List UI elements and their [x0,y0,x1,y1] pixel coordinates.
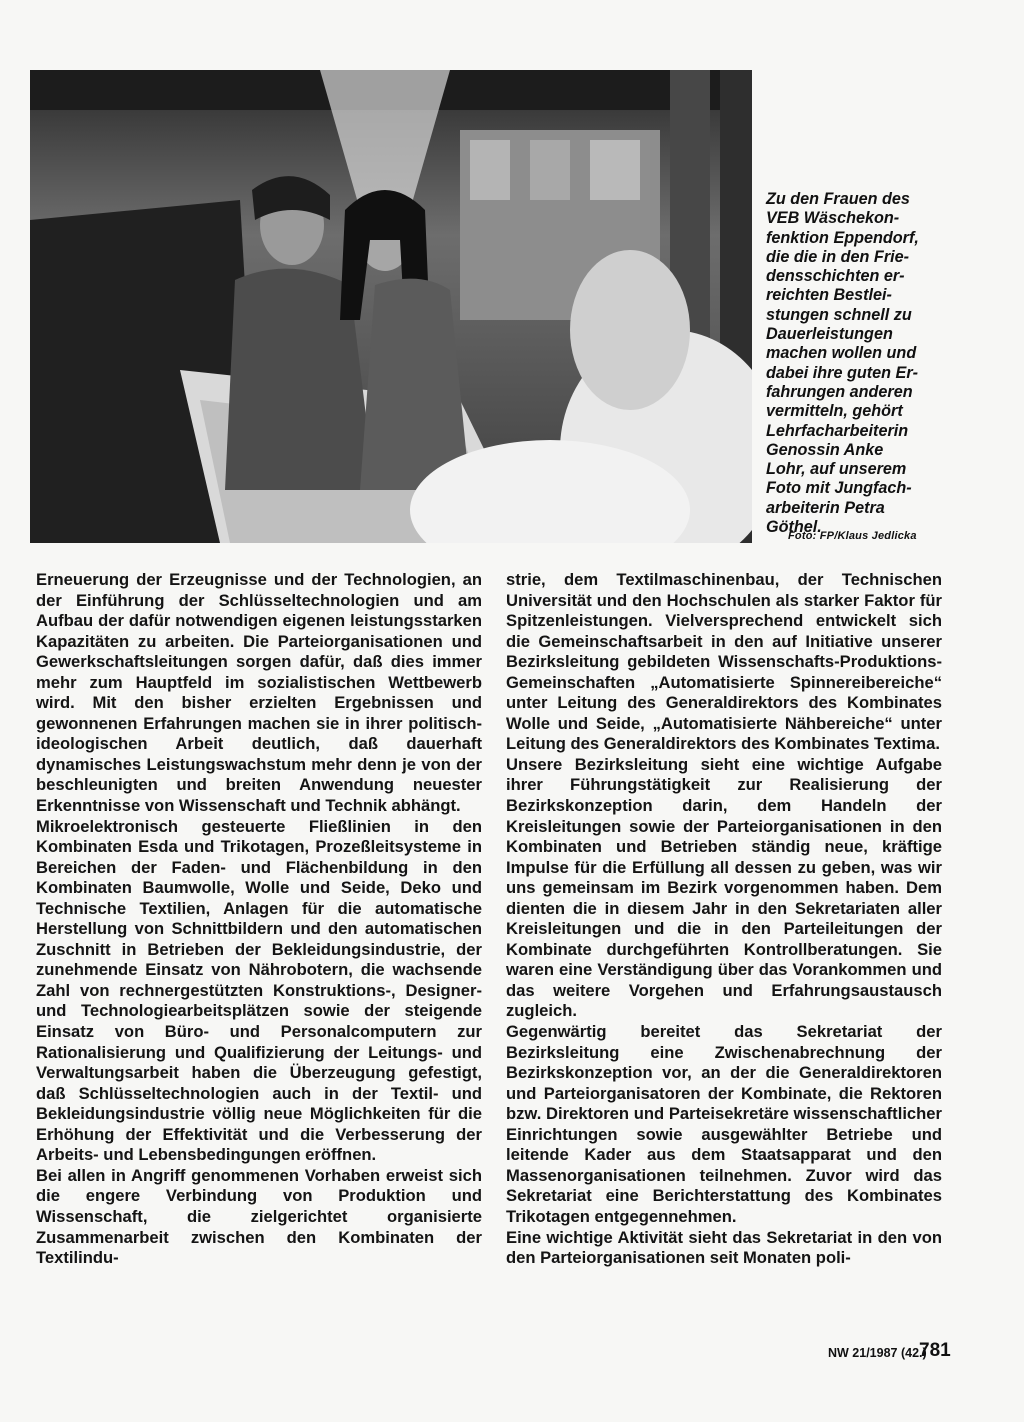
caption-line: machen wollen und [766,344,917,363]
issue-reference: NW 21/1987 (42.) [828,1346,927,1360]
caption-line: Göthel. [766,518,822,537]
caption-line: Lohr, auf unserem [766,460,907,479]
caption-line: vermitteln, gehört [766,402,903,421]
caption-line: die die in den Frie- [766,247,910,266]
caption-line: densschichten er- [766,267,905,286]
article-paragraph: Bei allen in Angriff genommenen Vorhaben erweist sich die engere Verbindung von Produktion und Wissenschaft, die zielgerichtet organisierte Zusammenarbeit zwischen den Kombinaten der Textilindu- [36,1165,482,1268]
caption-line: Zu den Frauen des [766,190,910,208]
photo-illustration [30,70,752,543]
article-column-left [36,570,482,1269]
page-number: 781 [919,1340,951,1361]
article-column-right [506,570,942,1269]
article-paragraph: strie, dem Textilmaschinenbau, der Technischen Universität und den Hochschulen als starker Faktor für Spitzenleistungen. Vielversprechend entwickelt sich die Gemeinschaftsarbeit in den auf Initiative unserer Bezirksleitung gebildeten Wissenschafts-Produktions-Gemeinschaften „Automatisierte Spinnereibereiche“ unter Leitung des Generaldirektors des Kombinates Wolle und Seide, „Automatisierte Nähbereiche“ unter Leitung des Generaldirektors des Kombinates Textima. [506,570,942,754]
caption-line: reichten Bestlei- [766,286,892,305]
caption-line: Lehrfacharbeiterin [766,421,909,440]
factory-photo [30,70,752,543]
caption-line: stungen schnell zu [766,305,912,324]
photo-caption [766,190,966,537]
caption-line: fenktion Eppendorf, [766,228,919,247]
caption-line: dabei ihre guten Er- [766,363,919,382]
caption-line: Foto mit Jungfach- [766,479,912,498]
caption-line: arbeiterin Petra [766,498,885,517]
article-paragraph: Unsere Bezirksleitung sieht eine wichtige Aufgabe ihrer Führungstätigkeit zur Realisierung der Bezirkskonzeption darin, dem Handeln der Kreisleitungen sowie der Parteiorganisationen in den Kombinaten und Betrieben ständig neue, kräftige Impulse für die Erfüllung all dessen zu geben, was wir uns gemeinsam im Bezirk vorgenommen haben. Dem dienten die in diesem Jahr in den Sekretariaten aller Kreisleitungen und die in den Parteileitungen der Kombinate durchgeführten Kontrollberatungen. Sie waren eine Verständigung über das Vorankommen und das weitere Vorgehen und Erfahrungsaustausch zugleich. [506,754,942,1021]
photo-credit: Foto: FP/Klaus Jedlicka [788,530,917,542]
caption-line: fahrungen anderen [766,382,913,401]
caption-line: Dauerleistungen [766,325,893,344]
article-paragraph: Eine wichtige Aktivität sieht das Sekretariat in den von den Parteiorganisationen seit Monaten poli- [506,1227,942,1268]
caption-line: Genossin Anke [766,440,884,459]
article-paragraph: Gegenwärtig bereitet das Sekretariat der Bezirksleitung eine Zwischenabrechnung der Bezirkskonzeption vor, an der die Generaldirektoren und Parteiorganisatoren der Kombinate, die Rektoren bzw. Direktoren und Parteisekretäre wissenschaftlicher Einrichtungen sowie ausgewählter Betriebe und leitende Kader aus dem Staatsapparat und den Massenorganisationen teilnehmen. Zuvor wird das Sekretariat eine Berichterstattung des Kombinates Trikotagen entgegennehmen. [506,1022,942,1226]
article-paragraph: Mikroelektronisch gesteuerte Fließlinien in den Kombinaten Esda und Trikotagen, Prozeßleitsysteme in Bereichen der Faden- und Flächenbildung in den Kombinaten Baumwolle, Wolle und Seide, Deko und Technische Textilien, Anlagen für die automatische Herstellung von Schnittbildern und den automatischen Zuschnitt in Betrieben der Bekleidungsindustrie, der zunehmende Einsatz von Nährobotern, die wachsende Zahl von rechnergestützten Konstruktions-, Designer- und Technologiearbeitsplätzen sowie der steigende Einsatz von Büro- und Personalcomputern zur Rationalisierung und Qualifizierung der Leitungs- und Verwaltungsarbeit haben die Überzeugung gefestigt, daß Schlüsseltechnologien auch in der Textil- und Bekleidungsindustrie völlig neue Möglichkeiten für die Erhöhung der Effektivität und die Verbesserung der Arbeits- und Lebensbedingungen eröffnen. [36,816,482,1165]
article-paragraph: Erneuerung der Erzeugnisse und der Technologien, an der Einführung der Schlüsseltechnologien und am Aufbau der dafür notwendigen eigenen leistungsstarken Kapazitäten zu arbeiten. Die Parteiorganisationen und Gewerkschaftsleitungen sorgen dafür, daß dies immer mehr zum Hauptfeld im sozialistischen Wettbewerb wird. Mit den bisher erzielten Ergebnissen und gewonnenen Erfahrungen machen sie in ihrer politisch-ideologischen Arbeit deutlich, daß dauerhaft dynamisches Leistungswachstum mehr denn je von der beschleunigten und breiten Anwendung neuester Erkenntnisse von Wissenschaft und Technik abhängt. [36,570,482,816]
caption-line: VEB Wäschekon- [766,209,900,228]
